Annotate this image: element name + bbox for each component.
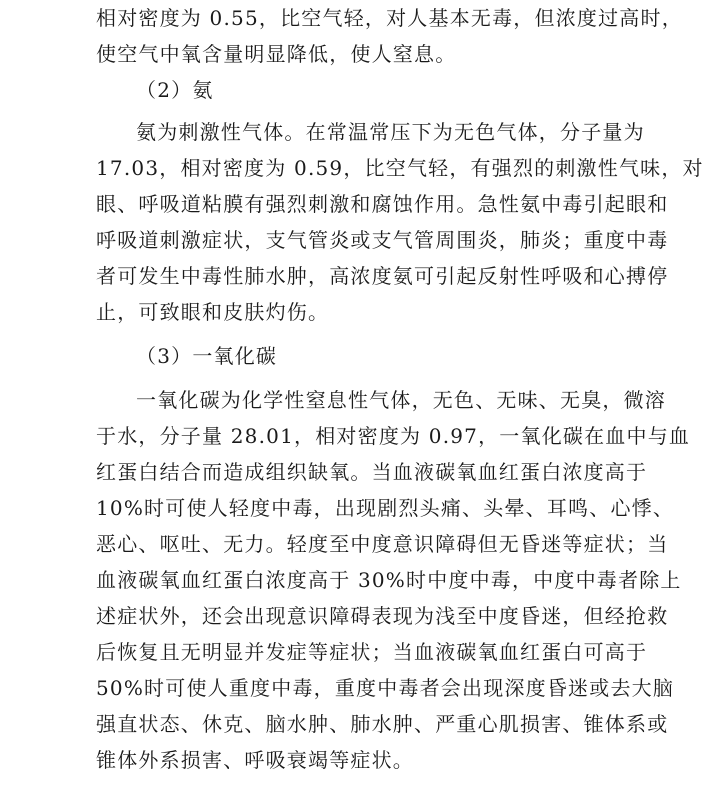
body-line: 者可发生中毒性肺水肿，高浓度氨可引起反射性呼吸和心搏停	[96, 264, 669, 288]
body-line: 呼吸道刺激症状，支气管炎或支气管周围炎，肺炎；重度中毒	[96, 228, 669, 252]
body-line: 眼、呼吸道粘膜有强烈刺激和腐蚀作用。急性氨中毒引起眼和	[96, 192, 669, 216]
body-line: 后恢复且无明显并发症等症状；当血液碳氧血红蛋白可高于	[96, 640, 648, 664]
body-line: 血液碳氧血红蛋白浓度高于 30%时中度中毒，中度中毒者除上	[96, 568, 682, 592]
section-heading-ammonia: （2）氨	[136, 78, 214, 102]
body-line: 止，可致眼和皮肤灼伤。	[96, 300, 330, 324]
body-line: 17.03，相对密度为 0.59，比空气轻，有强烈的刺激性气味，对	[96, 156, 704, 180]
body-line: 恶心、呕吐、无力。轻度至中度意识障碍但无昏迷等症状；当	[96, 532, 669, 556]
body-line: 使空气中氧含量明显降低，使人窒息。	[96, 42, 457, 66]
body-line: 10%时可使人轻度中毒，出现剧烈头痛、头晕、耳鸣、心悸、	[96, 496, 675, 520]
body-line: 锥体外系损害、呼吸衰竭等症状。	[96, 748, 414, 772]
body-line: 强直状态、休克、脑水肿、肺水肿、严重心肌损害、锥体系或	[96, 712, 669, 736]
body-line: 于水，分子量 28.01，相对密度为 0.97，一氧化碳在血中与血	[96, 424, 691, 448]
body-line: 相对密度为 0.55，比空气轻，对人基本无毒，但浓度过高时，	[96, 6, 683, 30]
body-line: 氨为刺激性气体。在常温常压下为无色气体，分子量为	[136, 120, 645, 144]
section-heading-carbon-monoxide: （3）一氧化碳	[136, 344, 278, 368]
body-line: 一氧化碳为化学性窒息性气体，无色、无味、无臭，微溶	[136, 388, 666, 412]
body-line: 述症状外，还会出现意识障碍表现为浅至中度昏迷，但经抢救	[96, 604, 669, 628]
body-line: 50%时可使人重度中毒，重度中毒者会出现深度昏迷或去大脑	[96, 676, 675, 700]
body-line: 红蛋白结合而造成组织缺氧。当血液碳氧血红蛋白浓度高于	[96, 460, 648, 484]
